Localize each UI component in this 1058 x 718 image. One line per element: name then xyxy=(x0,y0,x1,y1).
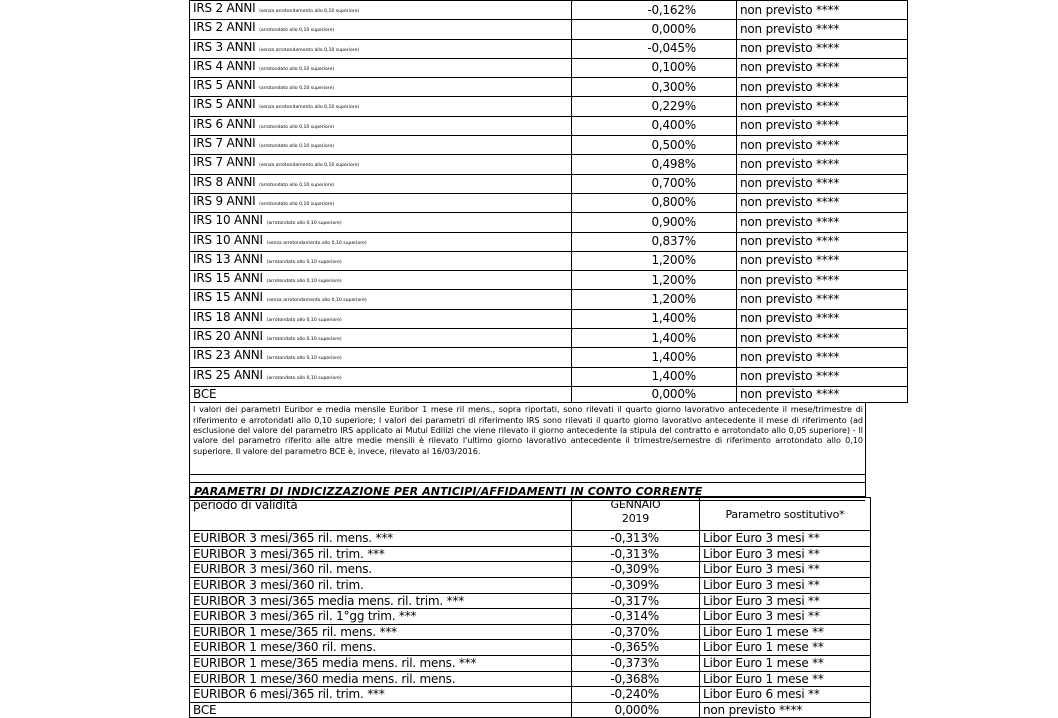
table-row xyxy=(190,116,908,135)
rate-value: -0,309% xyxy=(572,562,700,578)
table-row xyxy=(190,531,871,547)
irs-parameters-table xyxy=(189,0,908,403)
rates-document xyxy=(189,0,866,718)
rounding-note: (arrotondato allo 0,10 superiore) xyxy=(259,66,335,72)
substitute-parameter: non previsto **** xyxy=(737,251,908,270)
substitute-parameter: non previsto **** xyxy=(737,78,908,97)
substitute-parameter: non previsto **** xyxy=(737,213,908,232)
parameter-cell xyxy=(190,136,572,155)
parameter-cell xyxy=(190,193,572,212)
table-row xyxy=(190,702,871,718)
parameter-label: IRS 2 ANNI xyxy=(193,1,256,15)
parameter-label: EURIBOR 3 mesi/365 ril. trim. *** xyxy=(190,546,572,562)
rounding-note: (arrotondato allo 0,10 superiore) xyxy=(266,279,342,285)
parameter-label: EURIBOR 1 mese/365 ril. mens. *** xyxy=(190,624,572,640)
table-row xyxy=(190,193,908,212)
substitute-parameter: non previsto **** xyxy=(737,1,908,20)
rate-value: 0,400% xyxy=(572,116,737,135)
section-title: PARAMETRI DI INDICIZZAZIONE PER ANTICIPI/AFFIDAMENTI IN CONTO CORRENTE xyxy=(190,482,865,501)
parameter-label: IRS 15 ANNI xyxy=(193,271,263,286)
substitute-parameter: non previsto **** xyxy=(737,155,908,174)
parameter-cell xyxy=(190,97,572,116)
parameter-cell xyxy=(190,20,572,39)
rounding-note: (senza arrotondamento allo 0,10 superiore) xyxy=(259,47,360,53)
rate-value: 0,000% xyxy=(572,702,700,718)
substitute-parameter: Libor Euro 3 mesi ** xyxy=(700,593,871,609)
rate-value: 1,200% xyxy=(572,251,737,270)
rounding-note: (arrotondato allo 0,10 superiore) xyxy=(259,201,335,207)
parameter-label: EURIBOR 1 mese/360 ril. mens. xyxy=(190,640,572,656)
parameter-cell xyxy=(190,58,572,77)
substitute-parameter: Libor Euro 1 mese ** xyxy=(700,671,871,687)
year-label: 2019 xyxy=(621,512,650,526)
table-row xyxy=(190,213,908,232)
parameter-label: EURIBOR 1 mese/365 media mens. ril. mens. *** xyxy=(190,655,572,671)
substitute-parameter: Libor Euro 3 mesi ** xyxy=(700,609,871,625)
parameter-cell xyxy=(190,309,572,328)
parameter-cell xyxy=(190,232,572,251)
rate-value: -0,370% xyxy=(572,624,700,640)
substitute-parameter: Libor Euro 3 mesi ** xyxy=(700,578,871,594)
rate-value: 1,400% xyxy=(572,309,737,328)
parameter-label: IRS 8 ANNI xyxy=(193,174,256,189)
parameter-cell xyxy=(190,290,572,309)
rate-value: 1,200% xyxy=(572,271,737,290)
parameter-label: IRS 9 ANNI xyxy=(193,193,256,208)
substitute-parameter: non previsto **** xyxy=(737,271,908,290)
parameter-label: IRS 6 ANNI xyxy=(193,116,256,131)
substitute-parameter: non previsto **** xyxy=(737,39,908,58)
parameter-cell xyxy=(190,39,572,58)
substitute-parameter: non previsto **** xyxy=(737,386,908,402)
parameter-cell xyxy=(190,116,572,135)
rate-value: -0,368% xyxy=(572,671,700,687)
parameter-label: IRS 15 ANNI xyxy=(193,290,263,305)
parameter-cell xyxy=(190,78,572,97)
substitute-parameter: non previsto **** xyxy=(737,290,908,309)
substitute-parameter: non previsto **** xyxy=(737,136,908,155)
table-row xyxy=(190,329,908,348)
substitute-parameter: Libor Euro 3 mesi ** xyxy=(700,562,871,578)
parameter-label: EURIBOR 3 mesi/365 ril. 1°gg trim. *** xyxy=(190,609,572,625)
parameter-label: EURIBOR 3 mesi/360 ril. trim. xyxy=(190,578,572,594)
table-row xyxy=(190,155,908,174)
parameter-label: IRS 18 ANNI xyxy=(193,309,263,324)
rate-value: -0,045% xyxy=(572,39,737,58)
parameter-label: EURIBOR 3 mesi/360 ril. mens. xyxy=(190,562,572,578)
table-row xyxy=(190,578,871,594)
rate-value: 0,000% xyxy=(572,20,737,39)
table-row xyxy=(190,1,908,20)
rounding-note: (arrotondato allo 0,10 superiore) xyxy=(259,28,335,34)
parameter-label: IRS 5 ANNI xyxy=(193,78,256,93)
rate-value: -0,313% xyxy=(572,546,700,562)
parameter-label: IRS 10 ANNI xyxy=(193,213,263,228)
parameter-label: IRS 25 ANNI xyxy=(193,367,263,382)
table-row xyxy=(190,609,871,625)
rate-value: 0,000% xyxy=(572,386,737,402)
month-header xyxy=(572,498,700,531)
substitute-parameter: non previsto **** xyxy=(700,702,871,718)
table-row xyxy=(190,251,908,270)
parameter-cell xyxy=(190,348,572,367)
substitute-parameter: non previsto **** xyxy=(737,174,908,193)
rate-value: 1,400% xyxy=(572,367,737,386)
substitute-parameter: non previsto **** xyxy=(737,232,908,251)
table-row xyxy=(190,562,871,578)
rate-value: -0,309% xyxy=(572,578,700,594)
parameter-label: IRS 10 ANNI xyxy=(193,232,263,247)
rate-value: -0,240% xyxy=(572,687,700,703)
parameter-cell xyxy=(190,329,572,348)
parameter-label: IRS 23 ANNI xyxy=(193,348,263,363)
parameter-label: IRS 20 ANNI xyxy=(193,329,263,344)
table-row xyxy=(190,655,871,671)
parameter-label: IRS 2 ANNI xyxy=(193,20,256,35)
parameter-label: IRS 5 ANNI xyxy=(193,97,256,112)
rate-value: 0,837% xyxy=(572,232,737,251)
parameter-cell xyxy=(190,367,572,386)
parameter-cell xyxy=(190,271,572,290)
parameter-cell xyxy=(190,213,572,232)
substitute-parameter: non previsto **** xyxy=(737,58,908,77)
substitute-parameter: non previsto **** xyxy=(737,309,908,328)
rounding-note: (senza arrotondamento allo 0,10 superiore) xyxy=(259,105,360,111)
substitute-parameter: non previsto **** xyxy=(737,348,908,367)
rounding-note: (arrotondato allo 0,10 superiore) xyxy=(266,259,342,265)
rate-value: 0,900% xyxy=(572,213,737,232)
substitute-parameter: Libor Euro 1 mese ** xyxy=(700,624,871,640)
rounding-note: (arrotondato allo 0,10 superiore) xyxy=(259,124,335,130)
substitute-parameter: Libor Euro 6 mesi ** xyxy=(700,687,871,703)
substitute-parameter: non previsto **** xyxy=(737,20,908,39)
rate-value: -0,162% xyxy=(572,1,737,20)
rate-value: -0,373% xyxy=(572,655,700,671)
parameter-label: IRS 7 ANNI xyxy=(193,136,256,151)
table-row xyxy=(190,232,908,251)
period-header: periodo di validità xyxy=(190,498,572,531)
parameter-cell xyxy=(190,1,572,20)
rounding-note: (arrotondato allo 0,10 superiore) xyxy=(266,317,342,323)
explanatory-note: I valori dei parametri Euribor e media mensile Euribor 1 mese ril mens., sopra riportati, sono rilevati il quarto giorno lavorativo antecedente il mese/trimestre di riferimento e arrotondati allo 0,10 superiore; I valori dei parametri di riferimento IRS sono rilevati il quarto giorno lavorativo antecedente il mese di riferimento (ad esclusione del valore del parametro IRS applicato ai Mutui Edilizi che viene rilevato il giorno antecedente la stipula del contratto e arrotondato allo 0,05 superiore) - Il valore del parametro riferito alle altre medie mensili è rilevato l'ultimo giorno lavorativo antecedente il trimestre/semestre di riferimento arrotondato allo 0,10 superiore. Il valore del parametro BCE è, invece, rilevato al 16/03/2016. xyxy=(189,403,866,475)
parameter-label: BCE xyxy=(190,702,572,718)
parameter-cell xyxy=(190,251,572,270)
table-header-row xyxy=(190,498,871,531)
substitute-parameter: non previsto **** xyxy=(737,367,908,386)
table-row xyxy=(190,290,908,309)
parameter-label: EURIBOR 1 mese/360 media mens. ril. mens. xyxy=(190,671,572,687)
table-row xyxy=(190,271,908,290)
rounding-note: (senza arrotondamento allo 0,10 superiore) xyxy=(259,9,360,14)
rounding-note: (arrotondato allo 0,10 superiore) xyxy=(266,375,342,381)
parameter-label: EURIBOR 3 mesi/365 media mens. ril. trim. *** xyxy=(190,593,572,609)
table-row xyxy=(190,39,908,58)
parameter-label: EURIBOR 3 mesi/365 ril. mens. *** xyxy=(190,531,572,547)
parameter-cell xyxy=(190,174,572,193)
parameter-cell xyxy=(190,155,572,174)
parameter-label: IRS 13 ANNI xyxy=(193,251,263,266)
rate-value: 0,498% xyxy=(572,155,737,174)
rounding-note: (senza arrotondamento allo 0,10 superiore) xyxy=(266,240,367,246)
table-row xyxy=(190,546,871,562)
rounding-note: (arrotondato allo 0,10 superiore) xyxy=(259,144,335,150)
rate-value: 1,400% xyxy=(572,329,737,348)
table-row xyxy=(190,20,908,39)
rate-value: 0,800% xyxy=(572,193,737,212)
rounding-note: (arrotondato allo 0,10 superiore) xyxy=(259,182,335,188)
month-label: GENNAIO xyxy=(610,498,661,512)
substitute-parameter: Libor Euro 3 mesi ** xyxy=(700,546,871,562)
table-row xyxy=(190,640,871,656)
table-row xyxy=(190,624,871,640)
rounding-note: (senza arrotondamento allo 0,10 superiore) xyxy=(259,163,360,169)
rate-value: 0,300% xyxy=(572,78,737,97)
parameter-cell xyxy=(190,386,572,402)
rounding-note: (arrotondato allo 0,10 superiore) xyxy=(259,86,335,92)
rate-value: -0,313% xyxy=(572,531,700,547)
parameter-label: IRS 7 ANNI xyxy=(193,155,256,170)
table-row xyxy=(190,593,871,609)
table-row xyxy=(190,687,871,703)
section-header xyxy=(189,475,866,497)
table-row xyxy=(190,367,908,386)
table-row xyxy=(190,671,871,687)
table-row xyxy=(190,386,908,402)
table-row xyxy=(190,174,908,193)
rate-value: -0,365% xyxy=(572,640,700,656)
substitute-header: Parametro sostitutivo* xyxy=(700,498,871,531)
parameter-label: IRS 4 ANNI xyxy=(193,58,256,73)
current-account-parameters-table xyxy=(189,497,871,718)
parameter-label: EURIBOR 6 mesi/365 ril. trim. *** xyxy=(190,687,572,703)
rate-value: 0,500% xyxy=(572,136,737,155)
substitute-parameter: Libor Euro 1 mese ** xyxy=(700,655,871,671)
substitute-parameter: Libor Euro 1 mese ** xyxy=(700,640,871,656)
rate-value: 1,200% xyxy=(572,290,737,309)
parameter-label: BCE xyxy=(193,386,217,401)
substitute-parameter: non previsto **** xyxy=(737,329,908,348)
rounding-note: (arrotondato allo 0,10 superiore) xyxy=(266,337,342,343)
substitute-parameter: non previsto **** xyxy=(737,116,908,135)
table-row xyxy=(190,348,908,367)
table-row xyxy=(190,78,908,97)
substitute-parameter: Libor Euro 3 mesi ** xyxy=(700,531,871,547)
substitute-parameter: non previsto **** xyxy=(737,193,908,212)
rate-value: -0,314% xyxy=(572,609,700,625)
rounding-note: (arrotondato allo 0,10 superiore) xyxy=(266,221,342,227)
substitute-parameter: non previsto **** xyxy=(737,97,908,116)
table-row xyxy=(190,58,908,77)
rate-value: 0,700% xyxy=(572,174,737,193)
rate-value: -0,317% xyxy=(572,593,700,609)
table-row xyxy=(190,309,908,328)
rate-value: 0,100% xyxy=(572,58,737,77)
rate-value: 0,229% xyxy=(572,97,737,116)
table-row xyxy=(190,97,908,116)
table-row xyxy=(190,136,908,155)
rounding-note: (senza arrotondamento allo 0,10 superiore) xyxy=(266,298,367,304)
rate-value: 1,400% xyxy=(572,348,737,367)
parameter-label: IRS 3 ANNI xyxy=(193,39,256,54)
rounding-note: (arrotondato allo 0,10 superiore) xyxy=(266,356,342,362)
